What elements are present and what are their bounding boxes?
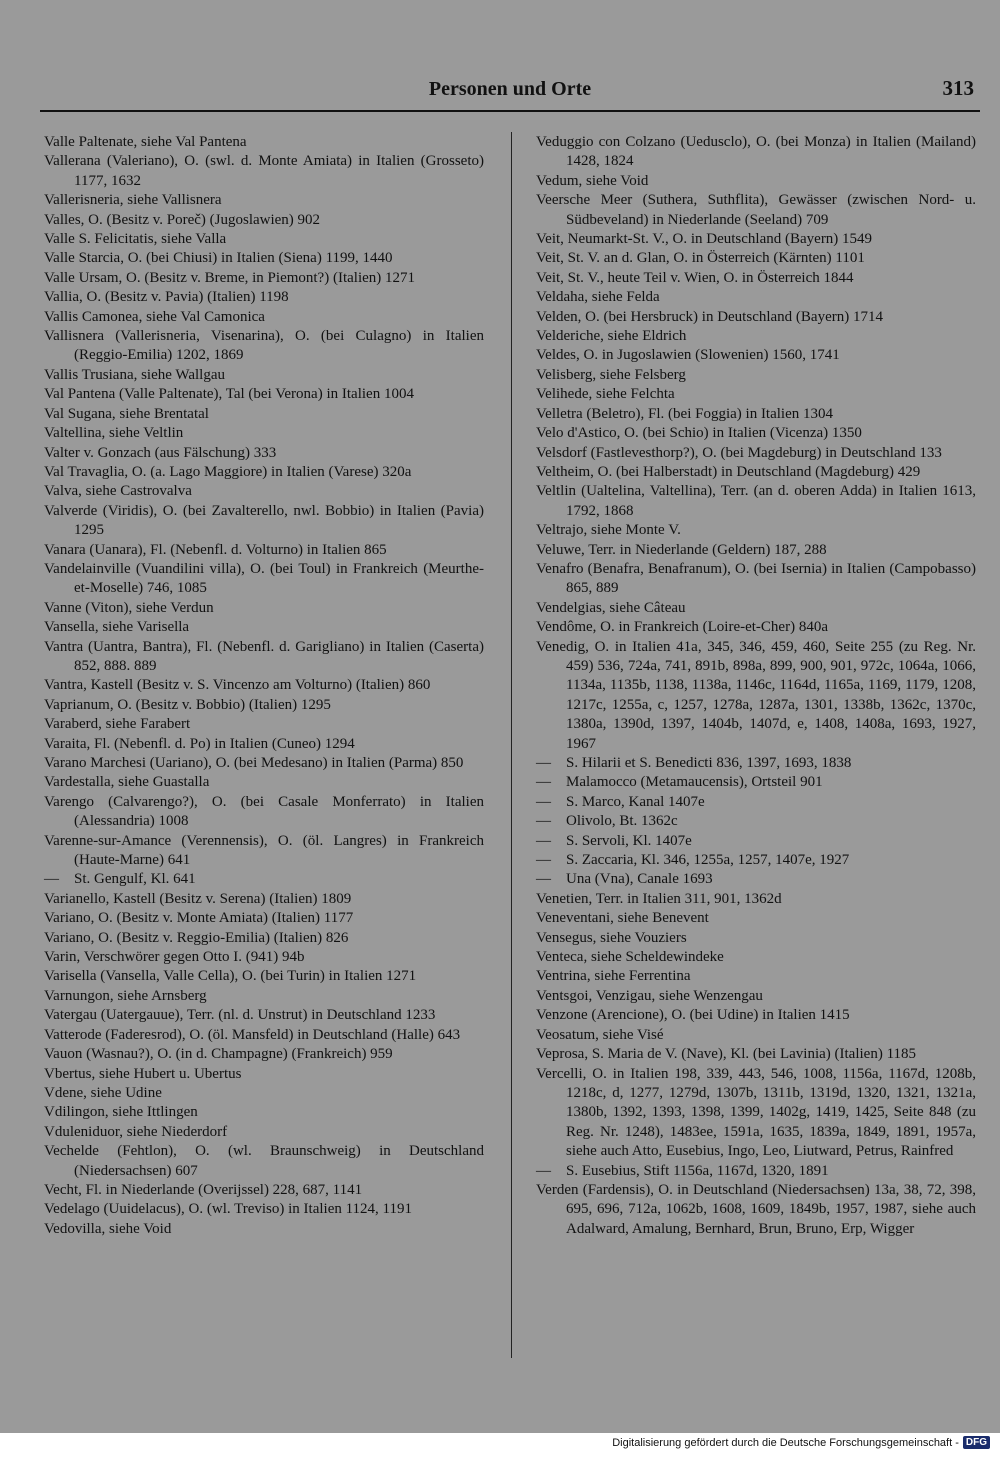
index-subentry [44, 870, 484, 889]
index-entry [44, 1181, 484, 1200]
dfg-logo: DFG [963, 1436, 990, 1449]
index-entry [536, 424, 976, 443]
index-entry [44, 424, 484, 443]
index-entry [536, 346, 976, 365]
index-entry [536, 327, 976, 346]
index-entry [536, 1181, 976, 1239]
entry-text: Malamocco (Metamaucensis), Ortsteil 901 [566, 774, 823, 791]
entry-text: Vanne (Viton), siehe Verdun [44, 599, 214, 616]
right-column [536, 133, 976, 1239]
index-entry [44, 715, 484, 734]
entry-text: S. Marco, Kanal 1407e [566, 793, 705, 810]
subentry-dash: — [536, 1162, 551, 1179]
entry-text: S. Servoli, Kl. 1407e [566, 832, 692, 849]
entry-text: Vansella, siehe Varisella [44, 619, 190, 636]
entry-text: Varano Marchesi (Uariano), O. (bei Medesano) in Italien (Parma) 850 [44, 755, 464, 771]
subentry-dash: — [536, 832, 551, 849]
index-entry [44, 676, 484, 695]
index-entry [44, 327, 484, 366]
subentry-dash: — [536, 852, 551, 869]
index-entry [536, 929, 976, 948]
entry-text: Venteca, siehe Scheldewindeke [536, 949, 724, 966]
index-subentry [536, 870, 976, 889]
index-entry [44, 1065, 484, 1084]
entry-text: S. Eusebius, Stift 1156a, 1167d, 1320, 1891 [566, 1162, 829, 1179]
entry-text: Val Pantena (Valle Paltenate), Tal (bei Verona) in Italien 1004 [44, 386, 414, 403]
index-entry [44, 832, 484, 871]
index-entry [536, 618, 976, 637]
entry-text: Vatergau (Uatergauue), Terr. (nl. d. Unstrut) in Deutschland 1233 [44, 1007, 436, 1024]
index-entry [44, 463, 484, 482]
index-entry [44, 308, 484, 327]
entry-text: Vbertus, siehe Hubert u. Ubertus [44, 1065, 242, 1082]
index-entry [536, 948, 976, 967]
entry-text: Varenne-sur-Amance (Verennensis), O. (öl. Langres) in Frankreich (Haute-Marne) 641 [44, 832, 484, 869]
entry-text: Vallis Camonea, siehe Val Camonica [44, 308, 265, 325]
index-entry [44, 909, 484, 928]
index-entry [44, 502, 484, 541]
index-entry [44, 1220, 484, 1239]
page-number: 313 [942, 76, 974, 100]
index-entry [44, 211, 484, 230]
entry-text: Vendelgias, siehe Câteau [536, 599, 686, 616]
index-entry [536, 463, 976, 482]
index-entry [536, 521, 976, 540]
entry-text: Velden, O. (bei Hersbruck) in Deutschland (Bayern) 1714 [536, 308, 883, 325]
entry-text: Vercelli, O. in Italien 198, 339, 443, 546, 1008, 1156a, 1167d, 1208b, 1218c, d, 1277, 1279d, 1307b, 1311b, 1319d, 1320, 1321, 1321a, 1380b, 1392, 1393, 1398, 1399, 1402g, 1419, 1425, Seite 848 (zu Reg. Nr. 1248), 1483ee, 1591a, 1635, 1839a, 1849, 1891, 1957a, siehe auch Atto, Eusebius, Ingo, Leo, Liutward, Petrus, Rainfred [536, 1065, 976, 1160]
index-entry [44, 1006, 484, 1025]
entry-text: Veltlin (Ualtelina, Valtellina), Terr. (an d. oberen Adda) in Italien 1613, 1792, 1868 [536, 483, 976, 519]
entry-text: Veduggio con Colzano (Uedusclo), O. (bei Monza) in Italien (Mailand) 1428, 1824 [536, 134, 976, 170]
entry-text: Olivolo, Bt. 1362c [566, 813, 678, 830]
index-entry [44, 444, 484, 463]
index-entry [44, 191, 484, 210]
index-entry [44, 385, 484, 404]
entry-text: Varaita, Fl. (Nebenfl. d. Po) in Italien (Cuneo) 1294 [44, 735, 355, 752]
index-entry [44, 948, 484, 967]
entry-text: Vedum, siehe Void [536, 172, 649, 189]
entry-text: Ventsgoi, Venzigau, siehe Wenzengau [536, 987, 763, 1004]
subentry-dash: — [536, 774, 551, 791]
entry-text: Val Travaglia, O. (a. Lago Maggiore) in Italien (Varese) 320a [44, 463, 412, 480]
entry-text: Valverde (Viridis), O. (bei Zavalterello, nwl. Bobbio) in Italien (Pavia) 1295 [44, 502, 484, 539]
index-entry [536, 191, 976, 230]
entry-text: Valle Starcia, O. (bei Chiusi) in Italien (Siena) 1199, 1440 [44, 250, 393, 267]
index-entry [44, 541, 484, 560]
entry-text: Venzone (Arencione), O. (bei Udine) in Italien 1415 [536, 1007, 850, 1024]
entry-text: Verden (Fardensis), O. in Deutschland (Niedersachsen) 13a, 38, 72, 398, 695, 696, 712a, 1062b, 1608, 1609, 1849b, 1957, 1987, siehe auch Adalward, Amalung, Bernhard, Brun, Bruno, Erp, Wigger [536, 1181, 976, 1237]
index-entry [44, 929, 484, 948]
index-entry [536, 560, 976, 599]
entry-text: Vatterode (Faderesrod), O. (öl. Mansfeld) in Deutschland (Halle) 643 [44, 1026, 461, 1043]
entry-text: Valter v. Gonzach (aus Fälschung) 333 [44, 444, 277, 461]
index-entry [536, 172, 976, 191]
index-entry [536, 967, 976, 986]
index-entry [44, 366, 484, 385]
index-entry [536, 133, 976, 172]
entry-text: Veldes, O. in Jugoslawien (Slowenien) 1560, 1741 [536, 347, 840, 364]
index-subentry [536, 832, 976, 851]
entry-text: Vdene, siehe Udine [44, 1084, 162, 1101]
index-entry [536, 269, 976, 288]
index-entry [44, 735, 484, 754]
index-entry [44, 1026, 484, 1045]
index-entry [44, 773, 484, 792]
index-entry [536, 1045, 976, 1064]
entry-text: Vedovilla, siehe Void [44, 1220, 172, 1237]
entry-text: Vallis Trusiana, siehe Wallgau [44, 366, 226, 383]
entry-text: Vantra (Uantra, Bantra), Fl. (Nebenfl. d. Garigliano) in Italien (Caserta) 852, 888. 889 [44, 638, 484, 674]
entry-text: Vedelago (Uuidelacus), O. (wl. Treviso) in Italien 1124, 1191 [44, 1201, 412, 1218]
entry-text: Valle S. Felicitatis, siehe Valla [44, 231, 227, 248]
subentry-dash: — [536, 755, 551, 771]
index-entry [536, 1026, 976, 1045]
entry-text: Velisberg, siehe Felsberg [536, 366, 686, 383]
index-subentry [536, 754, 976, 773]
index-entry [44, 754, 484, 773]
index-entry [536, 249, 976, 268]
index-entry [44, 1103, 484, 1122]
entry-text: Varisella (Vansella, Valle Cella), O. (bei Turin) in Italien 1271 [44, 968, 417, 985]
page-title: Personen und Orte [428, 78, 592, 100]
entry-text: Vallisnera (Vallerisneria, Visenarina), O. (bei Culagno) in Italien (Reggio-Emilia) 1202, 1869 [44, 328, 484, 364]
index-entry [536, 288, 976, 307]
page-header [40, 70, 980, 112]
index-entry [44, 269, 484, 288]
entry-text: Valle Ursam, O. (Besitz v. Breme, in Piemont?) (Italien) 1271 [44, 269, 416, 286]
index-entry [44, 230, 484, 249]
index-entry [536, 230, 976, 249]
entry-text: Veit, St. V. an d. Glan, O. in Österreich (Kärnten) 1101 [536, 250, 865, 267]
entry-text: Variano, O. (Besitz v. Monte Amiata) (Italien) 1177 [44, 910, 354, 927]
entry-text: Valtellina, siehe Veltlin [44, 425, 184, 442]
index-entry [536, 638, 976, 754]
index-entry [44, 618, 484, 637]
index-entry [44, 288, 484, 307]
entry-text: Vallerana (Valeriano), O. (swl. d. Monte Amiata) in Italien (Grosseto) 1177, 1632 [44, 153, 484, 189]
entry-text: Vecht, Fl. in Niederlande (Overijssel) 228, 687, 1141 [44, 1181, 363, 1198]
index-subentry [536, 793, 976, 812]
entry-text: Veprosa, S. Maria de V. (Nave), Kl. (bei Lavinia) (Italien) 1185 [536, 1046, 917, 1063]
index-entry [44, 793, 484, 832]
entry-text: Valle Paltenate, siehe Val Pantena [44, 134, 247, 150]
index-subentry [536, 851, 976, 870]
entry-text: Vanara (Uanara), Fl. (Nebenfl. d. Volturno) in Italien 865 [44, 541, 387, 558]
index-entry [44, 696, 484, 715]
entry-text: Vechelde (Fehtlon), O. (wl. Braunschweig) in Deutschland (Niedersachsen) 607 [44, 1143, 484, 1179]
index-subentry [536, 1162, 976, 1181]
entry-text: Veluwe, Terr. in Niederlande (Geldern) 187, 288 [536, 541, 827, 558]
index-entry [44, 1123, 484, 1142]
subentry-dash: — [536, 871, 551, 888]
entry-text: S. Hilarii et S. Benedicti 836, 1397, 1693, 1838 [566, 755, 852, 771]
entry-text: S. Zaccaria, Kl. 346, 1255a, 1257, 1407e, 1927 [566, 852, 850, 869]
subentry-dash: — [536, 793, 551, 810]
index-entry [536, 482, 976, 521]
entry-text: Vantra, Kastell (Besitz v. S. Vincenzo am Volturno) (Italien) 860 [44, 677, 431, 694]
entry-text: Ventrina, siehe Ferrentina [536, 968, 691, 985]
column-divider [511, 132, 512, 1358]
entry-text: Vdilingon, siehe Ittlingen [44, 1104, 198, 1121]
entry-text: Velihede, siehe Felchta [536, 386, 675, 403]
entry-text: Vandelainville (Vuandilini villa), O. (bei Toul) in Frankreich (Meurthe-et-Moselle) 746, 1085 [44, 560, 484, 597]
index-entry [44, 638, 484, 677]
footer-text: Digitalisierung gefördert durch die Deutsche Forschungsgemeinschaft - [612, 1436, 959, 1449]
entry-text: Veltheim, O. (bei Halberstadt) in Deutschland (Magdeburg) 429 [536, 463, 921, 480]
index-subentry [536, 773, 976, 792]
index-entry [536, 366, 976, 385]
index-entry [536, 308, 976, 327]
index-entry [536, 890, 976, 909]
index-entry [44, 1142, 484, 1181]
entry-text: Vauon (Wasnau?), O. (in d. Champagne) (Frankreich) 959 [44, 1046, 393, 1063]
entry-text: Veit, St. V., heute Teil v. Wien, O. in Österreich 1844 [536, 269, 854, 286]
entry-text: Veit, Neumarkt-St. V., O. in Deutschland (Bayern) 1549 [536, 231, 873, 248]
entry-text: Vallerisneria, siehe Vallisnera [44, 192, 222, 209]
entry-text: Vduleniduor, siehe Niederdorf [44, 1123, 228, 1140]
entry-text: Veldaha, siehe Felda [536, 289, 660, 306]
index-entry [44, 967, 484, 986]
index-entry [44, 249, 484, 268]
entry-text: Vendôme, O. in Frankreich (Loire-et-Cher) 840a [536, 619, 828, 636]
entry-text: Velo d'Astico, O. (bei Schio) in Italien (Vicenza) 1350 [536, 425, 862, 442]
entry-text: Velsdorf (Fastlevesthorp?), O. (bei Magdeburg) in Deutschland 133 [536, 444, 942, 461]
entry-text: Veosatum, siehe Visé [536, 1026, 664, 1043]
entry-text: Veersche Meer (Suthera, Suthflita), Gewässer (zwischen Nord- u. Südbeveland) in Niederlande (Seeland) 709 [536, 192, 976, 228]
index-entry [536, 1065, 976, 1162]
index-entry [44, 599, 484, 618]
index-entry [44, 482, 484, 501]
entry-text: Vensegus, siehe Vouziers [536, 929, 687, 946]
index-entry [536, 1006, 976, 1025]
entry-text: Velderiche, siehe Eldrich [536, 328, 687, 345]
entry-text: Veltrajo, siehe Monte V. [536, 522, 681, 539]
entry-text: Varengo (Calvarengo?), O. (bei Casale Monferrato) in Italien (Alessandria) 1008 [44, 793, 484, 830]
index-entry [536, 599, 976, 618]
entry-text: Velletra (Beletro), Fl. (bei Foggia) in Italien 1304 [536, 405, 834, 422]
entry-text: Variano, O. (Besitz v. Reggio-Emilia) (Italien) 826 [44, 929, 349, 946]
entry-text: Venetien, Terr. in Italien 311, 901, 1362d [536, 890, 782, 907]
index-entry [536, 987, 976, 1006]
index-entry [44, 133, 484, 152]
index-entry [44, 1045, 484, 1064]
index-subentry [536, 812, 976, 831]
entry-text: Vaprianum, O. (Besitz v. Bobbio) (Italien) 1295 [44, 696, 331, 713]
index-entry [536, 444, 976, 463]
entry-text: Valva, siehe Castrovalva [44, 483, 192, 500]
subentry-dash: — [44, 871, 59, 888]
entry-text: St. Gengulf, Kl. 641 [74, 871, 196, 888]
entry-text: Vallia, O. (Besitz v. Pavia) (Italien) 1198 [44, 289, 289, 306]
entry-text: Varnungon, siehe Arnsberg [44, 987, 207, 1004]
index-entry [536, 909, 976, 928]
entry-text: Varin, Verschwörer gegen Otto I. (941) 94b [44, 949, 305, 966]
entry-text: Varaberd, siehe Farabert [44, 716, 191, 733]
index-entry [44, 405, 484, 424]
subentry-dash: — [536, 813, 551, 830]
index-entry [44, 890, 484, 909]
index-entry [536, 541, 976, 560]
index-entry [536, 385, 976, 404]
index-entry [44, 987, 484, 1006]
entry-text: Venedig, O. in Italien 41a, 345, 346, 459, 460, Seite 255 (zu Reg. Nr. 459) 536, 724a, 741, 891b, 898a, 899, 900, 901, 972c, 1064a, 1066, 1134a, 1135b, 1138, 1138a, 1146c, 1164d, 1165a, 1169, 1179, 1208, 1217c, 1255a, c, 1257, 1278a, 1287a, 1301, 1338b, 1362c, 1370c, 1380a, 1390d, 1397, 1404b, 1407d, e, 1408, 1408a, 1693, 1927, 1967 [536, 638, 976, 752]
entry-text: Val Sugana, siehe Brentatal [44, 405, 209, 422]
entry-text: Valles, O. (Besitz v. Poreč) (Jugoslawien) 902 [44, 211, 321, 228]
entry-text: Veneventani, siehe Benevent [536, 910, 709, 927]
entry-text: Venafro (Benafra, Benafranum), O. (bei Isernia) in Italien (Campobasso) 865, 889 [536, 560, 976, 597]
index-entry [44, 1200, 484, 1219]
footer [612, 1436, 990, 1449]
entry-text: Una (Vna), Canale 1693 [566, 871, 713, 888]
entry-text: Varianello, Kastell (Besitz v. Serena) (Italien) 1809 [44, 890, 352, 907]
left-column [44, 133, 484, 1239]
index-entry [44, 152, 484, 191]
entry-text: Vardestalla, siehe Guastalla [44, 774, 210, 791]
index-entry [44, 1084, 484, 1103]
index-entry [44, 560, 484, 599]
index-entry [536, 405, 976, 424]
